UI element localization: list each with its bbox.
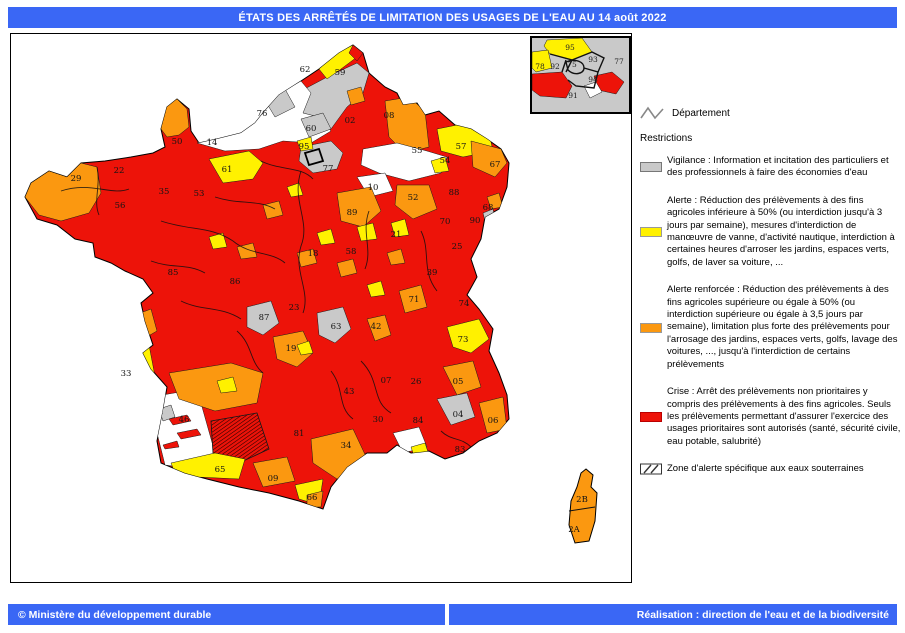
svg-text:34: 34: [340, 441, 352, 451]
svg-text:89: 89: [346, 208, 358, 218]
svg-text:07: 07: [380, 376, 392, 386]
svg-text:81: 81: [293, 429, 305, 439]
svg-text:55: 55: [411, 146, 423, 156]
svg-text:56: 56: [114, 201, 126, 211]
svg-text:05: 05: [452, 377, 464, 387]
svg-text:02: 02: [344, 116, 356, 126]
svg-text:18: 18: [307, 249, 319, 259]
svg-text:29: 29: [70, 174, 82, 184]
footer-credit: Réalisation : direction de l'eau et de la biodiversité: [636, 608, 889, 621]
paris-inset-map: [530, 36, 631, 114]
map-panel: [10, 33, 632, 583]
svg-text:88: 88: [448, 188, 460, 198]
svg-text:63: 63: [330, 322, 342, 332]
svg-text:08: 08: [383, 111, 395, 121]
svg-text:54: 54: [439, 156, 451, 166]
svg-text:85: 85: [167, 268, 179, 278]
svg-text:61: 61: [221, 165, 233, 175]
svg-text:95: 95: [565, 43, 575, 52]
svg-text:06: 06: [487, 416, 499, 426]
svg-text:77: 77: [614, 57, 624, 66]
legend-item-alerte: [640, 195, 902, 269]
svg-text:84: 84: [412, 416, 424, 426]
svg-text:10: 10: [367, 183, 379, 193]
svg-text:2A: 2A: [568, 525, 580, 535]
vigilance-swatch: [640, 162, 662, 172]
svg-text:66: 66: [306, 493, 318, 503]
groundwater-hatch-swatch: [640, 463, 662, 475]
svg-text:14: 14: [206, 138, 218, 148]
svg-text:76: 76: [256, 109, 268, 119]
svg-text:04: 04: [452, 410, 464, 420]
svg-text:95: 95: [298, 142, 310, 152]
page-title: ÉTATS DES ARRÊTÉS DE LIMITATION DES USAGES DE L'EAU AU 14 août 2022: [238, 11, 667, 24]
svg-text:67: 67: [489, 160, 501, 170]
departement-label: Département: [672, 107, 730, 119]
svg-text:58: 58: [345, 247, 357, 257]
legend-item-groundwater: [640, 463, 902, 475]
svg-text:21: 21: [390, 230, 402, 240]
crise-swatch: [640, 412, 662, 422]
svg-text:30: 30: [372, 415, 384, 425]
legend: [640, 106, 902, 491]
svg-text:65: 65: [214, 465, 226, 475]
alerte-renforcee-text: Alerte renforcée : Réduction des prélèvements à des fins agricoles supérieure ou égale à 50% (ou interdiction supérieure ou égale à 3,5 jours par semaine), limitation plus forte des prélèvements pour l'arrosage des jardins, espaces verts, golfs, lavage des voitures, ..., jusqu'à l'interdiction de certains prélèvements: [667, 284, 898, 370]
svg-text:42: 42: [370, 322, 382, 332]
svg-text:26: 26: [410, 377, 422, 387]
svg-text:09: 09: [267, 474, 279, 484]
svg-text:93: 93: [588, 55, 598, 64]
svg-text:23: 23: [288, 303, 300, 313]
departement-line-icon: [640, 106, 664, 120]
svg-text:33: 33: [120, 369, 132, 379]
crise-text: Crise : Arrêt des prélèvements non prioritaires y compris des prélèvements à des fins agricoles. Seuls les prélèvements permettant d'assurer l'exercice des usages prioritaires sont autorisés (santé, sécurité civile, eau potable, salubrité): [667, 386, 901, 447]
svg-text:60: 60: [305, 124, 317, 134]
svg-text:43: 43: [343, 387, 355, 397]
footer-copyright: © Ministère du développement durable: [18, 608, 212, 621]
svg-text:53: 53: [193, 189, 205, 199]
svg-text:87: 87: [258, 313, 270, 323]
vigilance-text: Vigilance : Information et incitation des particuliers et des professionnels à faire des économies d'eau: [667, 155, 889, 179]
svg-text:78: 78: [535, 62, 545, 71]
svg-text:22: 22: [113, 166, 125, 176]
svg-text:94: 94: [588, 75, 598, 84]
restrictions-heading: Restrictions: [640, 133, 693, 144]
svg-text:25: 25: [451, 242, 463, 252]
svg-text:90: 90: [469, 216, 481, 226]
svg-text:74: 74: [458, 299, 470, 309]
svg-text:71: 71: [408, 295, 420, 305]
france-map: [11, 34, 631, 582]
groundwater-text: Zone d'alerte spécifique aux eaux souterraines: [667, 463, 864, 475]
svg-text:46: 46: [178, 415, 190, 425]
svg-text:2B: 2B: [576, 495, 588, 505]
svg-text:73: 73: [457, 335, 469, 345]
svg-text:91: 91: [568, 91, 578, 100]
svg-text:50: 50: [171, 137, 183, 147]
svg-text:83: 83: [454, 445, 466, 455]
svg-text:92: 92: [550, 62, 560, 71]
svg-text:68: 68: [482, 203, 494, 213]
svg-text:75: 75: [567, 60, 577, 69]
svg-text:62: 62: [299, 65, 311, 75]
svg-text:39: 39: [426, 268, 438, 278]
svg-text:19: 19: [285, 344, 297, 354]
svg-text:59: 59: [334, 68, 346, 78]
title-bar: [8, 7, 897, 28]
svg-text:52: 52: [407, 193, 419, 203]
legend-item-crise: [640, 386, 902, 448]
footer-credit-bar: [449, 604, 897, 625]
svg-text:35: 35: [158, 187, 170, 197]
alerte-text: Alerte : Réduction des prélèvements à des fins agricoles inférieure à 50% (ou interdiction jusqu'à 3 jours par semaine), mesures d'interdiction de manœuvre de vanne, d'activité nautique, interdiction à certaines heures d'arroser les jardins, espaces verts, golfs, de laver sa voiture, ...: [667, 194, 895, 268]
departement-legend-row: [640, 106, 902, 120]
alerte-swatch: [640, 227, 662, 237]
alerte-renforcee-swatch: [640, 323, 662, 333]
svg-text:57: 57: [455, 142, 467, 152]
svg-text:86: 86: [229, 277, 241, 287]
legend-item-vigilance: [640, 155, 902, 180]
svg-text:70: 70: [439, 217, 451, 227]
footer-copyright-bar: [8, 604, 445, 625]
svg-text:77: 77: [322, 164, 334, 174]
legend-item-alerte-renforcee: [640, 284, 902, 371]
